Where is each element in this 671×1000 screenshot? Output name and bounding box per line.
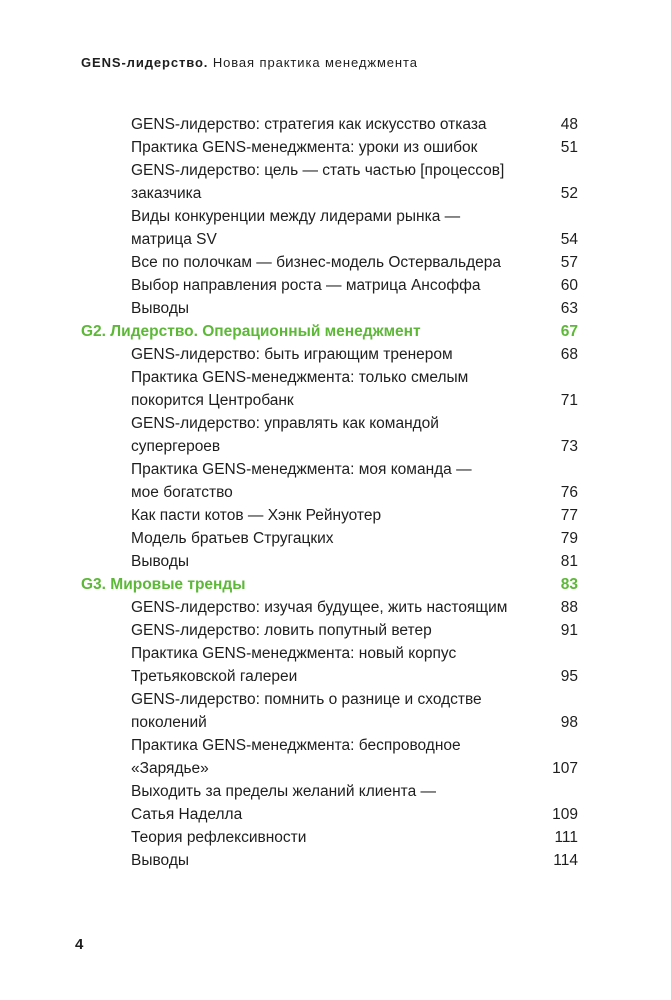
book-subtitle: Новая практика менеджмента	[212, 55, 418, 70]
toc-entry-title: Практика GENS-менеджмента: новый корпус	[131, 645, 457, 662]
book-title-bold: GENS-лидерство.	[81, 55, 209, 70]
toc-entry	[0, 550, 671, 573]
toc-entry-title: Выходить за пределы желаний клиента —	[131, 783, 436, 800]
toc-page-number: 48	[560, 116, 578, 133]
toc-entry-title: Практика GENS-менеджмента: уроки из ошибок	[131, 139, 478, 156]
toc-entry	[0, 136, 671, 159]
toc-entry	[0, 274, 671, 297]
toc-entry-title: Практика GENS-менеджмента: только смелым	[131, 369, 469, 386]
toc-entry	[0, 527, 671, 550]
toc-entry	[0, 435, 671, 458]
toc-entry	[0, 182, 671, 205]
toc-entry	[0, 757, 671, 780]
toc-entry	[0, 343, 671, 366]
toc-entry-title: Модель братьев Стругацких	[131, 530, 334, 547]
toc-entry-title: Практика GENS-менеджмента: беспроводное	[131, 737, 461, 754]
toc-page-number: 77	[560, 507, 578, 524]
table-of-contents	[0, 113, 671, 872]
toc-entry	[0, 665, 671, 688]
page-number: 4	[75, 936, 84, 953]
toc-page-number: 81	[560, 553, 578, 570]
toc-page-number: 54	[560, 231, 578, 248]
toc-entry	[0, 228, 671, 251]
toc-entry	[0, 481, 671, 504]
toc-entry-title: Практика GENS-менеджмента: моя команда —	[131, 461, 472, 478]
toc-entry-title: GENS-лидерство: стратегия как искусство отказа	[131, 116, 487, 133]
toc-page-number: 76	[560, 484, 578, 501]
toc-page-number: 83	[560, 576, 578, 593]
toc-page-number: 79	[560, 530, 578, 547]
toc-entry	[0, 688, 671, 711]
toc-entry-title: GENS-лидерство: управлять как командой	[131, 415, 439, 432]
toc-section-heading	[0, 573, 671, 596]
toc-entry-title: Теория рефлексивности	[131, 829, 307, 846]
toc-entry-title: Выбор направления роста — матрица Ансоффа	[131, 277, 481, 294]
toc-entry-title: мое богатство	[131, 484, 233, 501]
toc-entry	[0, 251, 671, 274]
toc-entry-title: Все по полочкам — бизнес-модель Остервальдера	[131, 254, 502, 271]
toc-entry	[0, 297, 671, 320]
toc-entry	[0, 711, 671, 734]
toc-entry-title: покорится Центробанк	[131, 392, 294, 409]
toc-entry-title: супергероев	[131, 438, 221, 455]
toc-entry-title: поколений	[131, 714, 207, 731]
toc-entry-title: Виды конкуренции между лидерами рынка —	[131, 208, 461, 225]
toc-entry-title: матрица SV	[131, 231, 217, 248]
toc-page-number: 95	[560, 668, 578, 685]
toc-page-number: 109	[552, 806, 578, 823]
toc-entry-title: Выводы	[131, 852, 190, 869]
toc-page-number: 52	[560, 185, 578, 202]
toc-page-number: 51	[560, 139, 578, 156]
toc-entry	[0, 849, 671, 872]
toc-page-number: 107	[552, 760, 578, 777]
toc-entry-title: G3. Мировые тренды	[81, 576, 246, 593]
toc-entry-title: Сатья Наделла	[131, 806, 243, 823]
toc-entry	[0, 826, 671, 849]
toc-entry	[0, 458, 671, 481]
toc-section-heading	[0, 320, 671, 343]
toc-entry-title: заказчика	[131, 185, 202, 202]
toc-entry-title: Выводы	[131, 553, 190, 570]
toc-page-number: 98	[560, 714, 578, 731]
toc-entry	[0, 596, 671, 619]
toc-entry	[0, 366, 671, 389]
toc-entry	[0, 619, 671, 642]
toc-page-number: 67	[560, 323, 578, 340]
toc-page-number: 88	[560, 599, 578, 616]
toc-entry	[0, 780, 671, 803]
toc-page-number: 71	[560, 392, 578, 409]
toc-entry	[0, 113, 671, 136]
toc-page-number: 57	[560, 254, 578, 271]
toc-page-number: 73	[560, 438, 578, 455]
toc-page-number: 111	[554, 829, 578, 846]
running-header	[81, 55, 418, 70]
toc-entry-title: GENS-лидерство: быть играющим тренером	[131, 346, 453, 363]
toc-entry-title: Как пасти котов — Хэнк Рейнуотер	[131, 507, 382, 524]
toc-entry	[0, 803, 671, 826]
toc-page-number: 63	[560, 300, 578, 317]
toc-entry	[0, 389, 671, 412]
toc-entry-title: GENS-лидерство: ловить попутный ветер	[131, 622, 432, 639]
toc-entry	[0, 159, 671, 182]
toc-entry	[0, 205, 671, 228]
toc-entry	[0, 642, 671, 665]
toc-page-number: 60	[560, 277, 578, 294]
toc-page-number: 91	[560, 622, 578, 639]
toc-entry	[0, 504, 671, 527]
toc-entry-title: Выводы	[131, 300, 190, 317]
toc-entry-title: «Зарядье»	[131, 760, 209, 777]
toc-entry-title: GENS-лидерство: цель — стать частью [процессов]	[131, 162, 505, 179]
toc-page-number: 114	[553, 852, 578, 869]
toc-entry-title: G2. Лидерство. Операционный менеджмент	[81, 323, 421, 340]
toc-page-number: 68	[560, 346, 578, 363]
toc-entry	[0, 734, 671, 757]
toc-entry-title: Третьяковской галереи	[131, 668, 298, 685]
toc-entry-title: GENS-лидерство: изучая будущее, жить настоящим	[131, 599, 508, 616]
toc-entry-title: GENS-лидерство: помнить о разнице и сходстве	[131, 691, 482, 708]
toc-entry	[0, 412, 671, 435]
